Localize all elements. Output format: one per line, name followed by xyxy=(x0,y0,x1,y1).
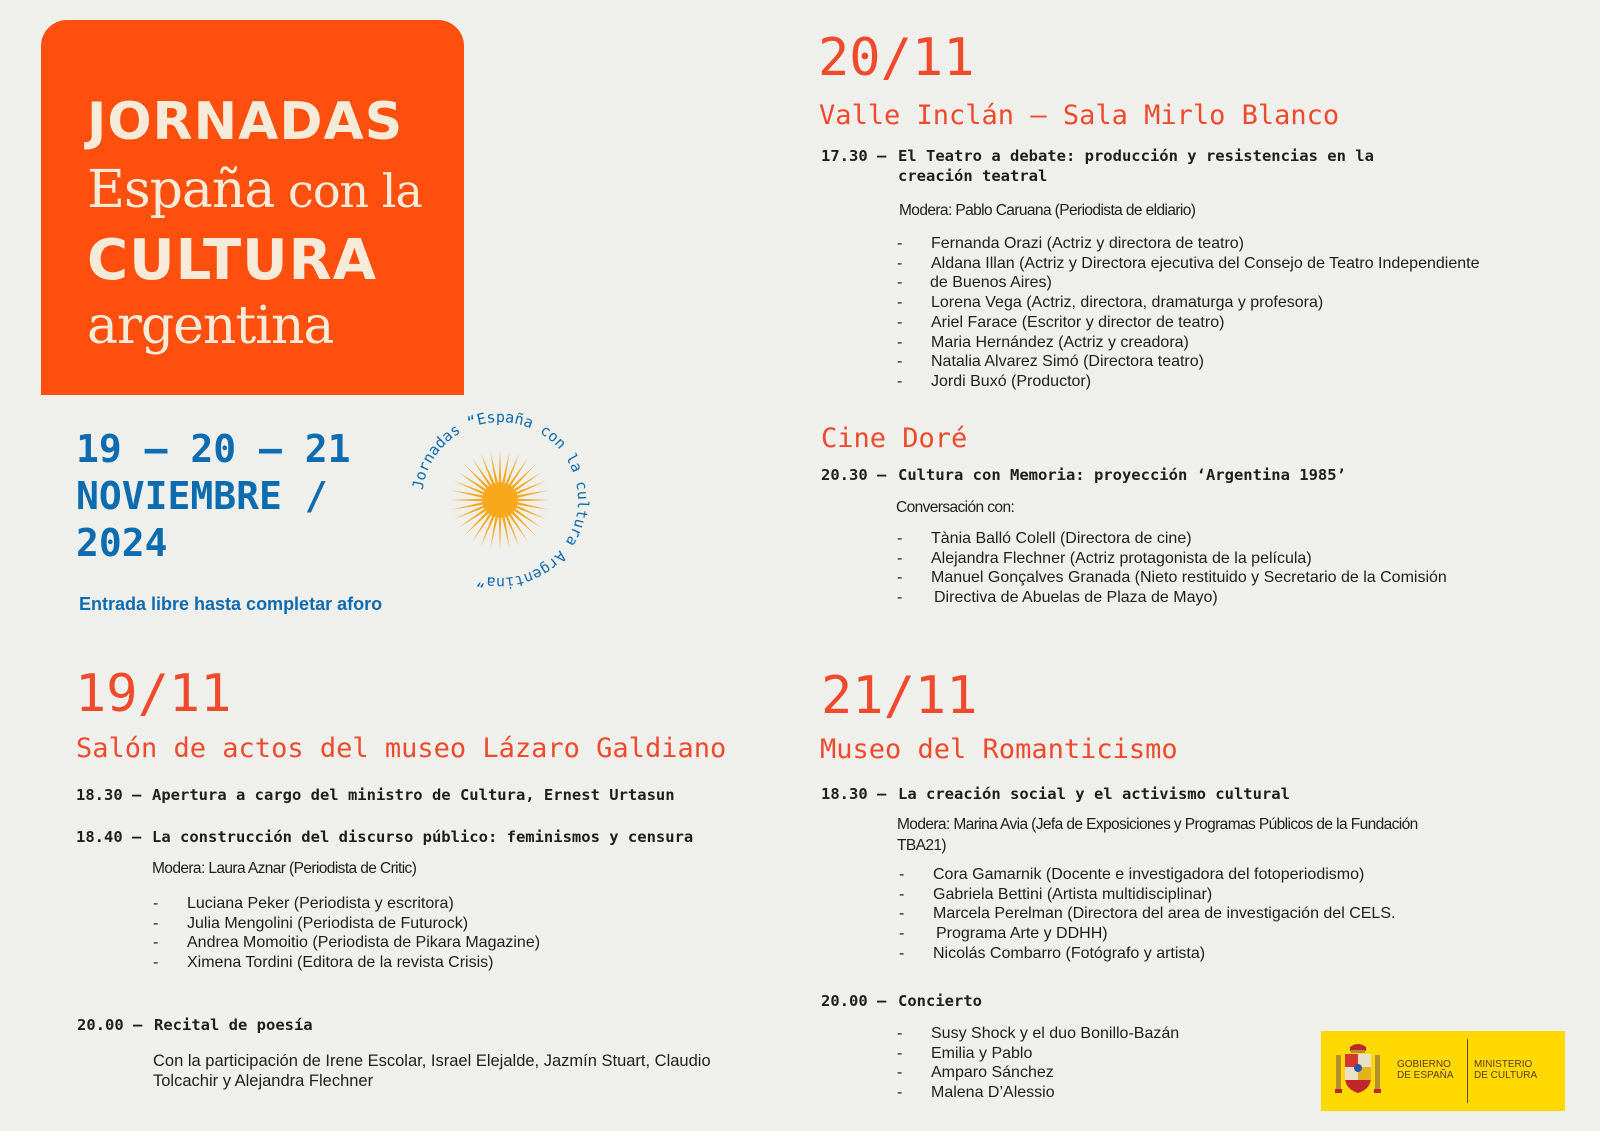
free-entry-note: Entrada libre hasta completar aforo xyxy=(79,594,383,614)
day-19-session-1-time: 18.30 – xyxy=(76,786,142,804)
sun-ray xyxy=(454,506,484,519)
day-20-session-1-time: 17.30 – xyxy=(821,147,887,165)
list-item: - Julia Mengolini (Periodista de Futurock) xyxy=(153,914,773,934)
list-item: - Jordi Buxó (Productor) xyxy=(897,372,1557,392)
list-item: - Tània Balló Colell (Directora de cine) xyxy=(897,529,1557,549)
list-item: - Nicolás Combarro (Fotógrafo y artista) xyxy=(899,944,1539,964)
day-19-session-2-moderator: Modera: Laura Aznar (Periodista de Critic) xyxy=(152,860,417,877)
day-21-venue: Museo del Romanticismo xyxy=(820,734,1178,765)
title-espana xyxy=(87,160,422,220)
list-item: - Susy Shock y el duo Bonillo-Bazán xyxy=(897,1024,1317,1044)
day-19-session-3-participants xyxy=(153,1051,793,1091)
sun-core xyxy=(482,482,518,518)
gobierno-espana-logo xyxy=(1321,1031,1565,1111)
day-20-session-1-title-l2: creación teatral xyxy=(898,167,1048,185)
day-20-venue-cine-dore: Cine Doré xyxy=(821,423,968,454)
event-dates xyxy=(76,426,351,567)
list-item: - Emilia y Pablo xyxy=(897,1044,1317,1064)
title-argentina: argentina xyxy=(87,296,334,356)
badge-ring-textpath: Jornadas “España con la cultura Argentina” xyxy=(408,407,593,593)
sun-ray xyxy=(516,506,546,519)
list-item: - Lorena Vega (Actriz, directora, dramaturga y profesora) xyxy=(897,293,1557,313)
list-item: - Fernanda Orazi (Actriz y directora de teatro) xyxy=(897,234,1557,254)
day-19-session-3-title: Recital de poesía xyxy=(154,1016,313,1034)
ministerio-line-2: DE CULTURA xyxy=(1474,1070,1538,1081)
list-item: - Alejandra Flechner (Actriz protagonista de la película) xyxy=(897,549,1557,569)
day-19-venue: Salón de actos del museo Lázaro Galdiano xyxy=(76,733,727,764)
ministerio-label xyxy=(1474,1059,1537,1081)
day-19-session-2-panel xyxy=(153,894,773,973)
sun-ray xyxy=(499,450,502,482)
list-item: - Amparo Sánchez xyxy=(897,1063,1317,1083)
title-cultura: CULTURA xyxy=(87,228,378,293)
day-20-session-2-panel xyxy=(897,529,1557,608)
day-21-session-1-panel xyxy=(899,865,1539,964)
list-item: - Andrea Momoitio (Periodista de Pikara Magazine) xyxy=(153,933,773,953)
day-21-session-2-title: Concierto xyxy=(898,992,982,1010)
list-item: - Maria Hernández (Actriz y creadora) xyxy=(897,333,1557,353)
moderator-line-2: TBA21) xyxy=(897,837,946,854)
dates-year: 2024 xyxy=(76,521,168,565)
sun-badge-icon xyxy=(395,395,605,605)
list-item: - Luciana Peker (Periodista y escritora) xyxy=(153,894,773,914)
day-20-session-2-title: Cultura con Memoria: proyección ‘Argentina 1985’ xyxy=(898,466,1346,484)
sun-ray xyxy=(516,481,546,494)
ministerio-line-1: MINISTERIO xyxy=(1474,1059,1533,1070)
participants-line-2: Tolcachir y Alejandra Flechner xyxy=(153,1072,374,1090)
gobierno-label xyxy=(1397,1059,1454,1081)
day-21-date: 21/11 xyxy=(821,666,978,726)
day-21-session-2-panel xyxy=(897,1024,1317,1103)
day-20-session-1-title-l1: El Teatro a debate: producción y resistencias en la xyxy=(898,147,1374,165)
day-19-date: 19/11 xyxy=(75,664,232,724)
coat-of-arms-icon xyxy=(1333,1041,1383,1101)
list-item: - Ariel Farace (Escritor y director de teatro) xyxy=(897,313,1557,333)
sun-ray xyxy=(481,516,494,546)
dates-month: NOVIEMBRE / xyxy=(76,474,328,518)
day-20-session-1-title xyxy=(898,146,1374,186)
list-item: - Gabriela Bettini (Artista multidisciplinar) xyxy=(899,885,1539,905)
day-20-session-1-panel xyxy=(897,234,1557,392)
logo-divider xyxy=(1467,1039,1468,1103)
gobierno-line-2: DE ESPAÑA xyxy=(1397,1070,1454,1081)
sun-ray xyxy=(499,518,502,550)
day-21-session-1-title: La creación social y el activismo cultural xyxy=(898,785,1290,803)
list-item-continuation: - Programa Arte y DDHH) xyxy=(899,924,1539,944)
moderator-line-1: Modera: Marina Avia (Jefa de Exposiciones y Programas Públicos de la Fundación xyxy=(897,816,1418,833)
title-espana-word: España xyxy=(87,160,275,220)
day-21-session-1-moderator xyxy=(897,814,1597,856)
list-item-continuation: - Directiva de Abuelas de Plaza de Mayo) xyxy=(897,588,1557,608)
day-20-session-2-moderator: Conversación con: xyxy=(896,499,1015,516)
list-item-continuation: - de Buenos Aires) xyxy=(897,273,1557,293)
day-20-session-2-time: 20.30 – xyxy=(821,466,887,484)
day-19-session-2-time: 18.40 – xyxy=(76,828,142,846)
sun-ray xyxy=(450,499,482,502)
day-20-date: 20/11 xyxy=(818,28,975,88)
day-21-session-2-time: 20.00 – xyxy=(821,992,887,1010)
participants-line-1: Con la participación de Irene Escolar, Israel Elejalde, Jazmín Stuart, Claudio xyxy=(153,1052,711,1070)
day-20-venue-valle-inclan: Valle Inclán – Sala Mirlo Blanco xyxy=(819,100,1340,131)
list-item: - Marcela Perelman (Directora del area de investigación del CELS. xyxy=(899,904,1539,924)
day-21-session-1-time: 18.30 – xyxy=(821,785,887,803)
list-item: - Manuel Gonçalves Granada (Nieto restituido y Secretario de la Comisión xyxy=(897,568,1557,588)
sun-ray xyxy=(518,499,550,502)
day-19-session-1-title: Apertura a cargo del ministro de Cultura, Ernest Urtasun xyxy=(152,786,675,804)
list-item: - Natalia Alvarez Simó (Directora teatro) xyxy=(897,352,1557,372)
sun-ray xyxy=(506,454,519,484)
list-item: - Ximena Tordini (Editora de la revista Crisis) xyxy=(153,953,773,973)
list-item: - Cora Gamarnik (Docente e investigadora del fotoperiodismo) xyxy=(899,865,1539,885)
day-19-session-3-time: 20.00 – xyxy=(77,1016,143,1034)
sun-ray xyxy=(506,516,519,546)
day-19-session-2-title: La construcción del discurso público: feminismos y censura xyxy=(152,828,694,846)
sun-ray xyxy=(454,481,484,494)
dates-days: 19 – 20 – 21 xyxy=(76,427,351,471)
sun-ray xyxy=(481,454,494,484)
list-item: - Aldana Illan (Actriz y Directora ejecutiva del Consejo de Teatro Independiente xyxy=(897,254,1557,274)
list-item: - Malena D’Alessio xyxy=(897,1083,1317,1103)
day-20-session-1-moderator: Modera: Pablo Caruana (Periodista de eldiario) xyxy=(899,202,1196,219)
gobierno-line-1: GOBIERNO xyxy=(1397,1059,1451,1070)
event-title-block xyxy=(41,20,464,395)
title-jornadas: JORNADAS xyxy=(87,92,404,152)
title-con-la: con la xyxy=(274,164,422,218)
